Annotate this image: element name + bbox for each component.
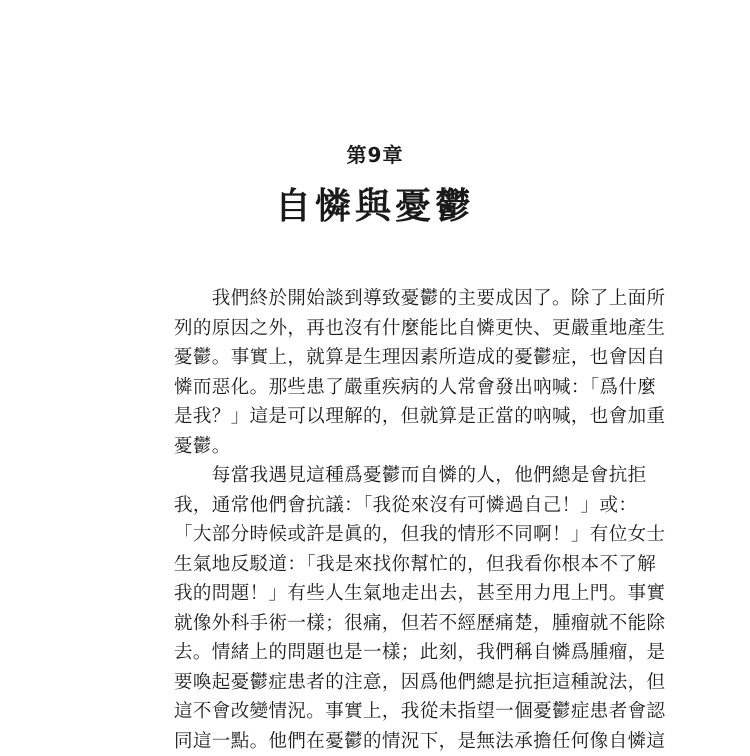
text-line: 是我？」這是可以理解的，但就算是正當的吶喊，也會加重 [174, 402, 574, 432]
text-line: 憂鬱。事實上，就算是生理因素所造成的憂鬱症，也會因自 [174, 343, 574, 373]
text-line: 我，通常他們會抗議：「我從來沒有可憐過自己！」或： [174, 491, 574, 521]
chapter-title: 自憐與憂鬱 [0, 183, 750, 231]
text-line: 我的問題！」有些人生氣地走出去，甚至用力甩上門。事實 [174, 579, 574, 609]
text-line: 憂鬱。 [174, 432, 574, 462]
text-line: 去。情緒上的問題也是一樣；此刻，我們稱自憐爲腫瘤，是 [174, 638, 574, 668]
text-line: 憐而惡化。那些患了嚴重疾病的人常會發出吶喊：「爲什麼 [174, 373, 574, 403]
body-text [174, 284, 574, 756]
text-line: 我們終於開始談到導致憂鬱的主要成因了。除了上面所 [174, 284, 574, 314]
text-line: 這不會改變情況。事實上，我從未指望一個憂鬱症患者會認 [174, 697, 574, 727]
chapter-number: 第9章 [0, 141, 750, 169]
text-line: 同這一點。他們在憂鬱的情況下，是無法承擔任何像自憐這 [174, 727, 574, 756]
text-line: 「大部分時候或許是眞的，但我的情形不同啊！」有位女士 [174, 520, 574, 550]
text-line: 要喚起憂鬱症患者的注意，因爲他們總是抗拒這種說法，但 [174, 668, 574, 698]
text-line: 每當我遇見這種爲憂鬱而自憐的人，他們總是會抗拒 [174, 461, 574, 491]
text-line: 列的原因之外，再也沒有什麼能比自憐更快、更嚴重地產生 [174, 314, 574, 344]
text-line: 就像外科手術一樣；很痛，但若不經歷痛楚，腫瘤就不能除 [174, 609, 574, 639]
text-line: 生氣地反駁道：「我是來找你幫忙的，但我看你根本不了解 [174, 550, 574, 580]
